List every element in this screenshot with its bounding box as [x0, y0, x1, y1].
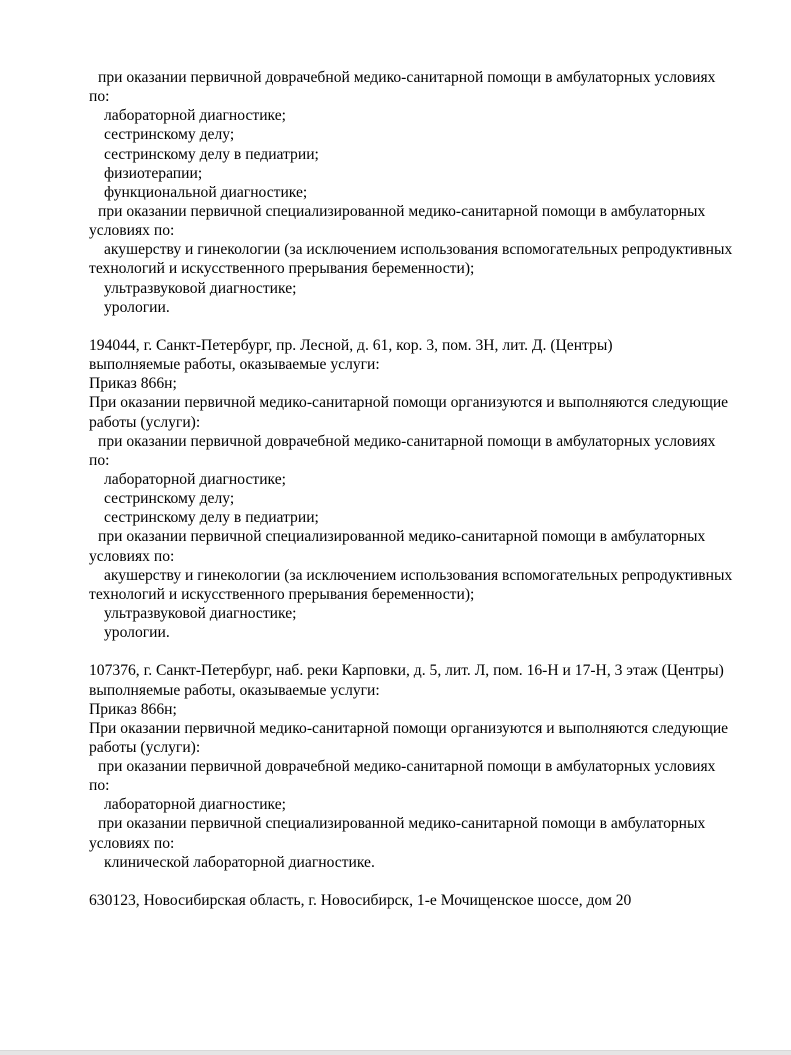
document-line: При оказании первичной медико-санитарной помощи организуются и выполняются следующие [89, 719, 729, 737]
document-line: по: [89, 88, 110, 106]
document-line: ультразвуковой диагностике; [104, 604, 297, 622]
document-line: при оказании первичной доврачебной медико-санитарной помощи в амбулаторных условиях [98, 69, 716, 86]
document-line: условиях по: [89, 834, 175, 852]
document-line: технологий и искусственного прерывания беременности); [89, 585, 475, 603]
document-line: клинической лабораторной диагностике. [104, 853, 375, 871]
document-line: ультразвуковой диагностике; [104, 279, 297, 297]
document-line: при оказании первичной доврачебной медико-санитарной помощи в амбулаторных условиях [98, 758, 716, 776]
document-line: технологий и искусственного прерывания беременности); [89, 260, 475, 278]
document-line: лабораторной диагностике; [104, 796, 286, 814]
bottom-divider-bar [0, 1050, 791, 1055]
document-line: Приказ 866н; [89, 375, 177, 393]
document-line: урологии. [104, 624, 170, 642]
document-line: лабораторной диагностике; [104, 470, 286, 488]
document-line: выполняемые работы, оказываемые услуги: [89, 681, 380, 699]
document-line: по: [89, 777, 110, 795]
document-line: акушерству и гинекологии (за исключением использования вспомогательных репродуктивных [104, 566, 733, 584]
document-line: работы (услуги): [89, 738, 201, 756]
document-line: сестринскому делу в педиатрии; [104, 145, 319, 163]
document-line: физиотерапии; [104, 164, 203, 182]
document-line: условиях по: [89, 222, 175, 240]
document-line: 630123, Новосибирская область, г. Новосибирск, 1-е Мочищенское шоссе, дом 20 [89, 892, 632, 910]
document-line: сестринскому делу; [104, 490, 235, 508]
address-block-107376 [89, 661, 779, 872]
document-line: акушерству и гинекологии (за исключением использования вспомогательных репродуктивных [104, 241, 733, 259]
document-line: 194044, г. Санкт-Петербург, пр. Лесной, д. 61, кор. 3, пом. 3Н, лит. Д. (Центры) [89, 336, 613, 354]
document-line: по: [89, 451, 110, 469]
document-line: Приказ 866н; [89, 700, 177, 718]
document-line: работы (услуги): [89, 413, 201, 431]
document-line: функциональной диагностике; [104, 183, 308, 201]
works-list-continuation [89, 68, 779, 317]
document-line: при оказании первичной специализированной медико-санитарной помощи в амбулаторных [98, 528, 706, 546]
document-line: сестринскому делу в педиатрии; [104, 509, 319, 527]
document-line: при оказании первичной специализированной медико-санитарной помощи в амбулаторных [98, 815, 706, 833]
document-line: условиях по: [89, 547, 175, 565]
address-block-194044 [89, 336, 779, 642]
document-line: урологии. [104, 298, 170, 316]
document-line: 107376, г. Санкт-Петербург, наб. реки Карповки, д. 5, лит. Л, пом. 16-Н и 17-Н, 3 этаж (Центры) [89, 662, 724, 680]
address-block-630123 [89, 891, 779, 910]
document-line: сестринскому делу; [104, 126, 235, 144]
document-body [89, 68, 779, 910]
document-line: При оказании первичной медико-санитарной помощи организуются и выполняются следующие [89, 394, 729, 412]
document-line: при оказании первичной доврачебной медико-санитарной помощи в амбулаторных условиях [98, 432, 716, 450]
document-line: при оказании первичной специализированной медико-санитарной помощи в амбулаторных [98, 202, 706, 220]
document-line: выполняемые работы, оказываемые услуги: [89, 356, 380, 374]
document-line: лабораторной диагностике; [104, 107, 286, 125]
